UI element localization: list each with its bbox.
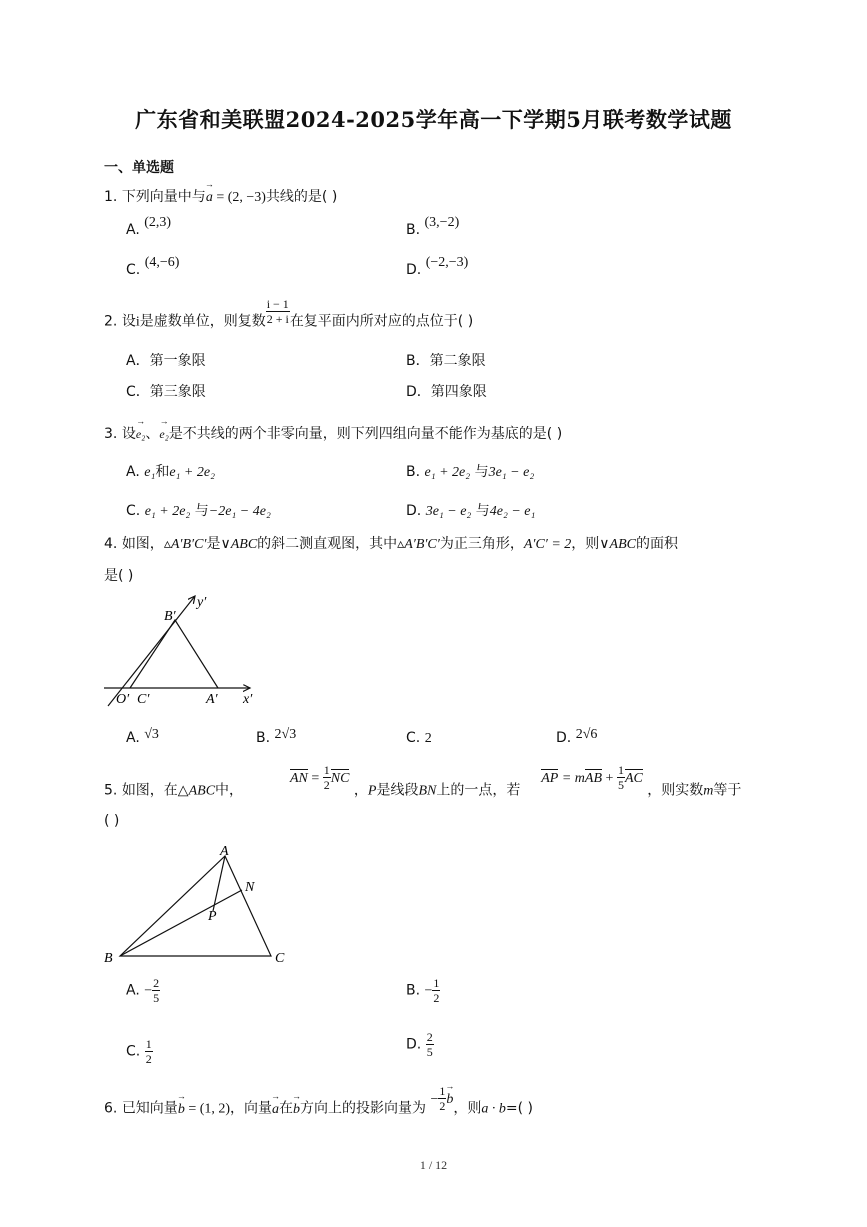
label-c: C′ [137, 692, 150, 707]
label-n: N [245, 880, 255, 895]
q3-option-d: D. 3e₁ − e₂ 与4e₂ − e₁ [406, 503, 536, 519]
q2-option-c: C．第三象限 [126, 384, 206, 400]
q1-option-a: A. (2,3) [126, 215, 172, 238]
q1-option-c: C. (4,−6) [126, 255, 180, 278]
label-p: P [208, 909, 217, 924]
label-c: C [275, 951, 285, 966]
q1-option-b: B. (3,−2) [406, 215, 460, 238]
segment-bn [120, 890, 242, 956]
section-heading: 一、单选题 [104, 160, 174, 176]
question-4: 4. 如图，▵A′B′C′是∨ABC的斜二测直观图，其中▵A′B′C′为正三角形，A′C′ = 2，则∨ABC的面积 [104, 536, 678, 552]
q5-option-d: D. $\frac{2}{5}$ [406, 1030, 433, 1059]
y-axis [108, 596, 195, 706]
question-4-line2: 是( ) [104, 568, 134, 584]
q1-option-d: D. (−2,−3) [406, 255, 469, 278]
q3-option-c: C. e₁ + 2e₂ 与−2e₁ − 4e₂ [126, 503, 271, 519]
label-b: B′ [164, 609, 176, 624]
q3-option-a: A. e₁和e₁ + 2e₂ [126, 464, 215, 480]
question-6: 6. 已知向量b → = (1, 2)，向量a →在b →方向上的投影向量为 − $\frac{1}{2}$ b →，则a · b=( ) [104, 1094, 533, 1123]
question-2: 2. 设i是虚数单位，则复数 $\frac{i - 1}{2 + i}$ 在复平面内所对应的点位于( ) [104, 297, 474, 330]
q2-option-b: B．第二象限 [406, 353, 486, 369]
q4-figure [100, 590, 265, 715]
q4-option-a: A. √3 [126, 727, 159, 746]
question-5: 5. 如图，在△ABC中， AN = $\frac{1}{2}$ NC ，P是线段BN上的一点，若 AP = mAB + $\frac{1}{5}$ AC ，则实数m等于 [104, 763, 742, 799]
page-number: 1 / 12 [419, 1158, 448, 1172]
q4-option-c: C. 2 [406, 730, 432, 746]
label-y: y′ [197, 595, 207, 610]
q4-option-b: B. 2√3 [256, 727, 297, 746]
q4-option-d: D. 2√6 [556, 727, 598, 746]
q3-option-b: B. e₁ + 2e₂ 与3e₁ − e₂ [406, 464, 535, 480]
question-1: 1. 下列向量中与a → = (2, −3)共线的是( ) [104, 186, 337, 206]
q5-figure [100, 838, 295, 970]
question-5-line2: ( ) [104, 813, 120, 829]
vector-a: a → [206, 190, 213, 206]
q5-option-b: B. − $\frac{1}{2}$ [406, 976, 440, 1005]
label-a: A [220, 844, 229, 859]
label-x: x′ [243, 692, 253, 707]
label-b: B [104, 951, 113, 966]
q5-option-c: C. $\frac{1}{2}$ [126, 1037, 152, 1066]
q2-option-a: A．第一象限 [126, 353, 206, 369]
triangle-abc [120, 856, 271, 956]
label-a: A′ [206, 692, 218, 707]
question-3: 3. 设e₂ →、e₂ →是不共线的两个非零向量，则下列四组向量不能作为基底的是( ) [104, 423, 562, 443]
q5-option-a: A. − $\frac{2}{5}$ [126, 976, 160, 1005]
q2-option-d: D．第四象限 [406, 384, 487, 400]
triangle [130, 620, 218, 688]
page-title: 广东省和美联盟2024-2025学年高一下学期5月联考数学试题 [135, 107, 732, 132]
label-o: O′ [116, 692, 130, 707]
